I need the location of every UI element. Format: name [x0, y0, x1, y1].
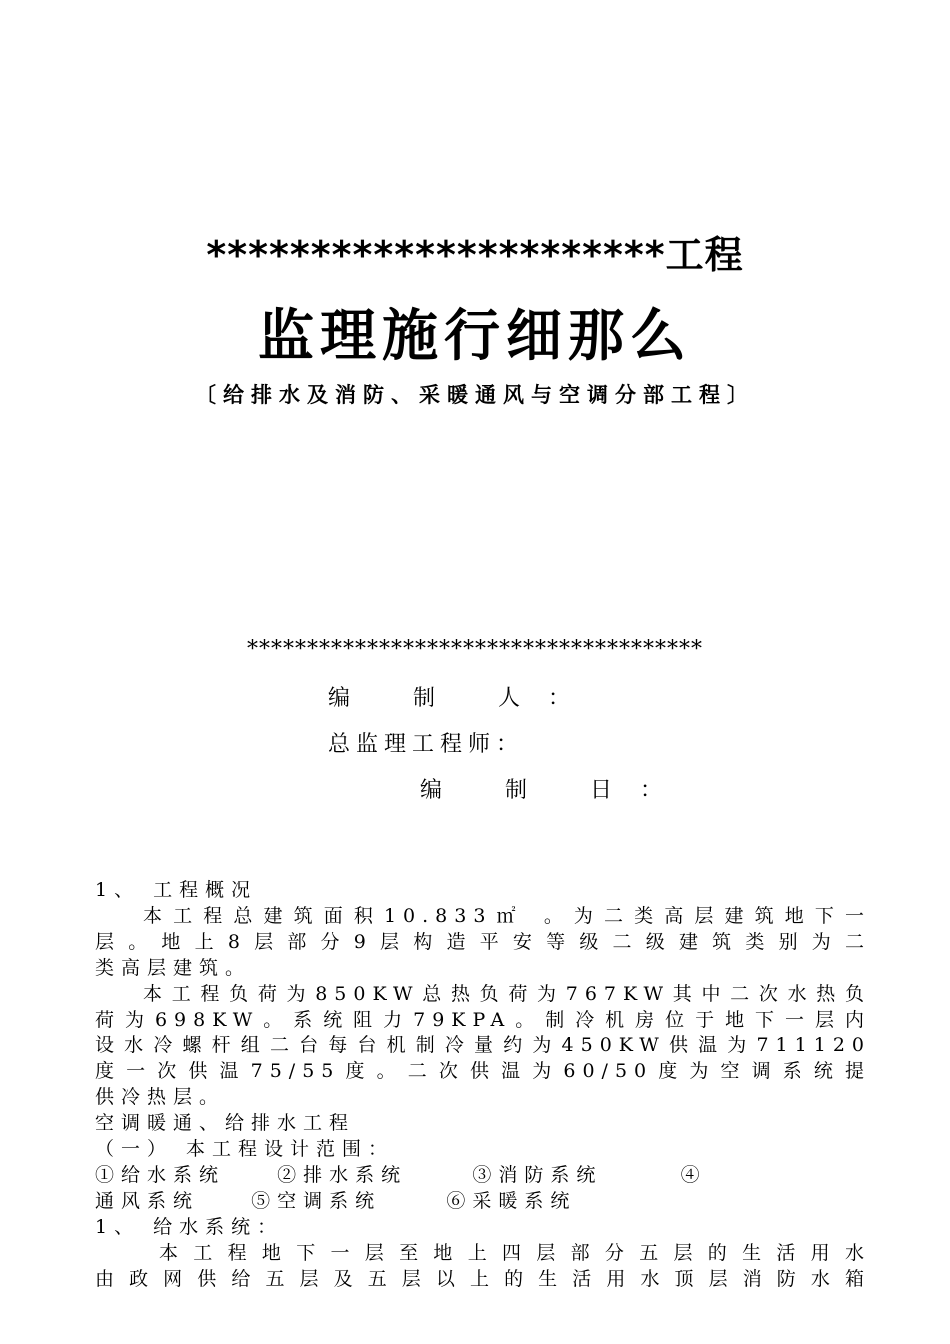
- section-heading: 空调暖通、给排水工程: [95, 1112, 356, 1135]
- signature-chief-engineer: [328, 730, 518, 760]
- signature-date-label: 编 制 日: [420, 778, 640, 803]
- body-line: 由政网供给五层及五层以上的生活用水顶层消防水箱: [95, 1267, 871, 1290]
- section-heading: 1、 给水系统：: [95, 1215, 284, 1238]
- signature-compiler-colon: ：: [548, 686, 571, 711]
- body-line: 供冷热层。: [95, 1086, 226, 1109]
- project-title-line: **********************工程: [206, 233, 744, 277]
- signature-date-colon: ：: [640, 778, 663, 803]
- document-subtitle: 〔给排水及消防、采暖通风与空调分部工程〕: [195, 383, 755, 407]
- body-line: ①给水系统 ②排水系统 ③消防系统 ④: [95, 1163, 707, 1186]
- signature-chief-engineer-colon: ：: [496, 732, 519, 757]
- body-line: 类高层建筑。: [95, 956, 252, 979]
- document-main-title: 监理施行细那么: [258, 304, 692, 369]
- body-line: 本工程总建筑面积10.833㎡ 。为二类高层建筑地下一: [143, 904, 871, 927]
- signature-compiler-label: 编 制 人: [328, 686, 548, 711]
- body-line: 度一次供温75/55度。二次供温为60/50度为空调系统提: [95, 1060, 871, 1083]
- organization-name: **************************************: [247, 637, 703, 662]
- document-body: [95, 878, 871, 1293]
- signature-compiler: [328, 684, 570, 714]
- body-line: 通风系统 ⑤空调系统 ⑥采暖系统: [95, 1189, 577, 1212]
- body-line: 本工程地下一层至地上四层部分五层的生活用水: [159, 1241, 871, 1264]
- body-line: 层。地上8层部分9层构造平安等级二级建筑类别为二: [95, 930, 871, 953]
- section-heading: 1、 工程概况: [95, 879, 258, 901]
- signature-chief-engineer-label: 总监理工程师: [328, 732, 497, 757]
- section-heading: （一） 本工程设计范围：: [95, 1138, 395, 1161]
- body-line: 本工程负荷为850KW总热负荷为767KW其中二次水热负: [143, 982, 871, 1005]
- body-line: 荷为698KW。系统阻力79KPA。制冷机房位于地下一层内: [95, 1008, 871, 1031]
- signature-date: [420, 776, 662, 806]
- body-line: 设水冷螺杆组二台每台机制冷量约为450KW供温为711120: [95, 1034, 871, 1057]
